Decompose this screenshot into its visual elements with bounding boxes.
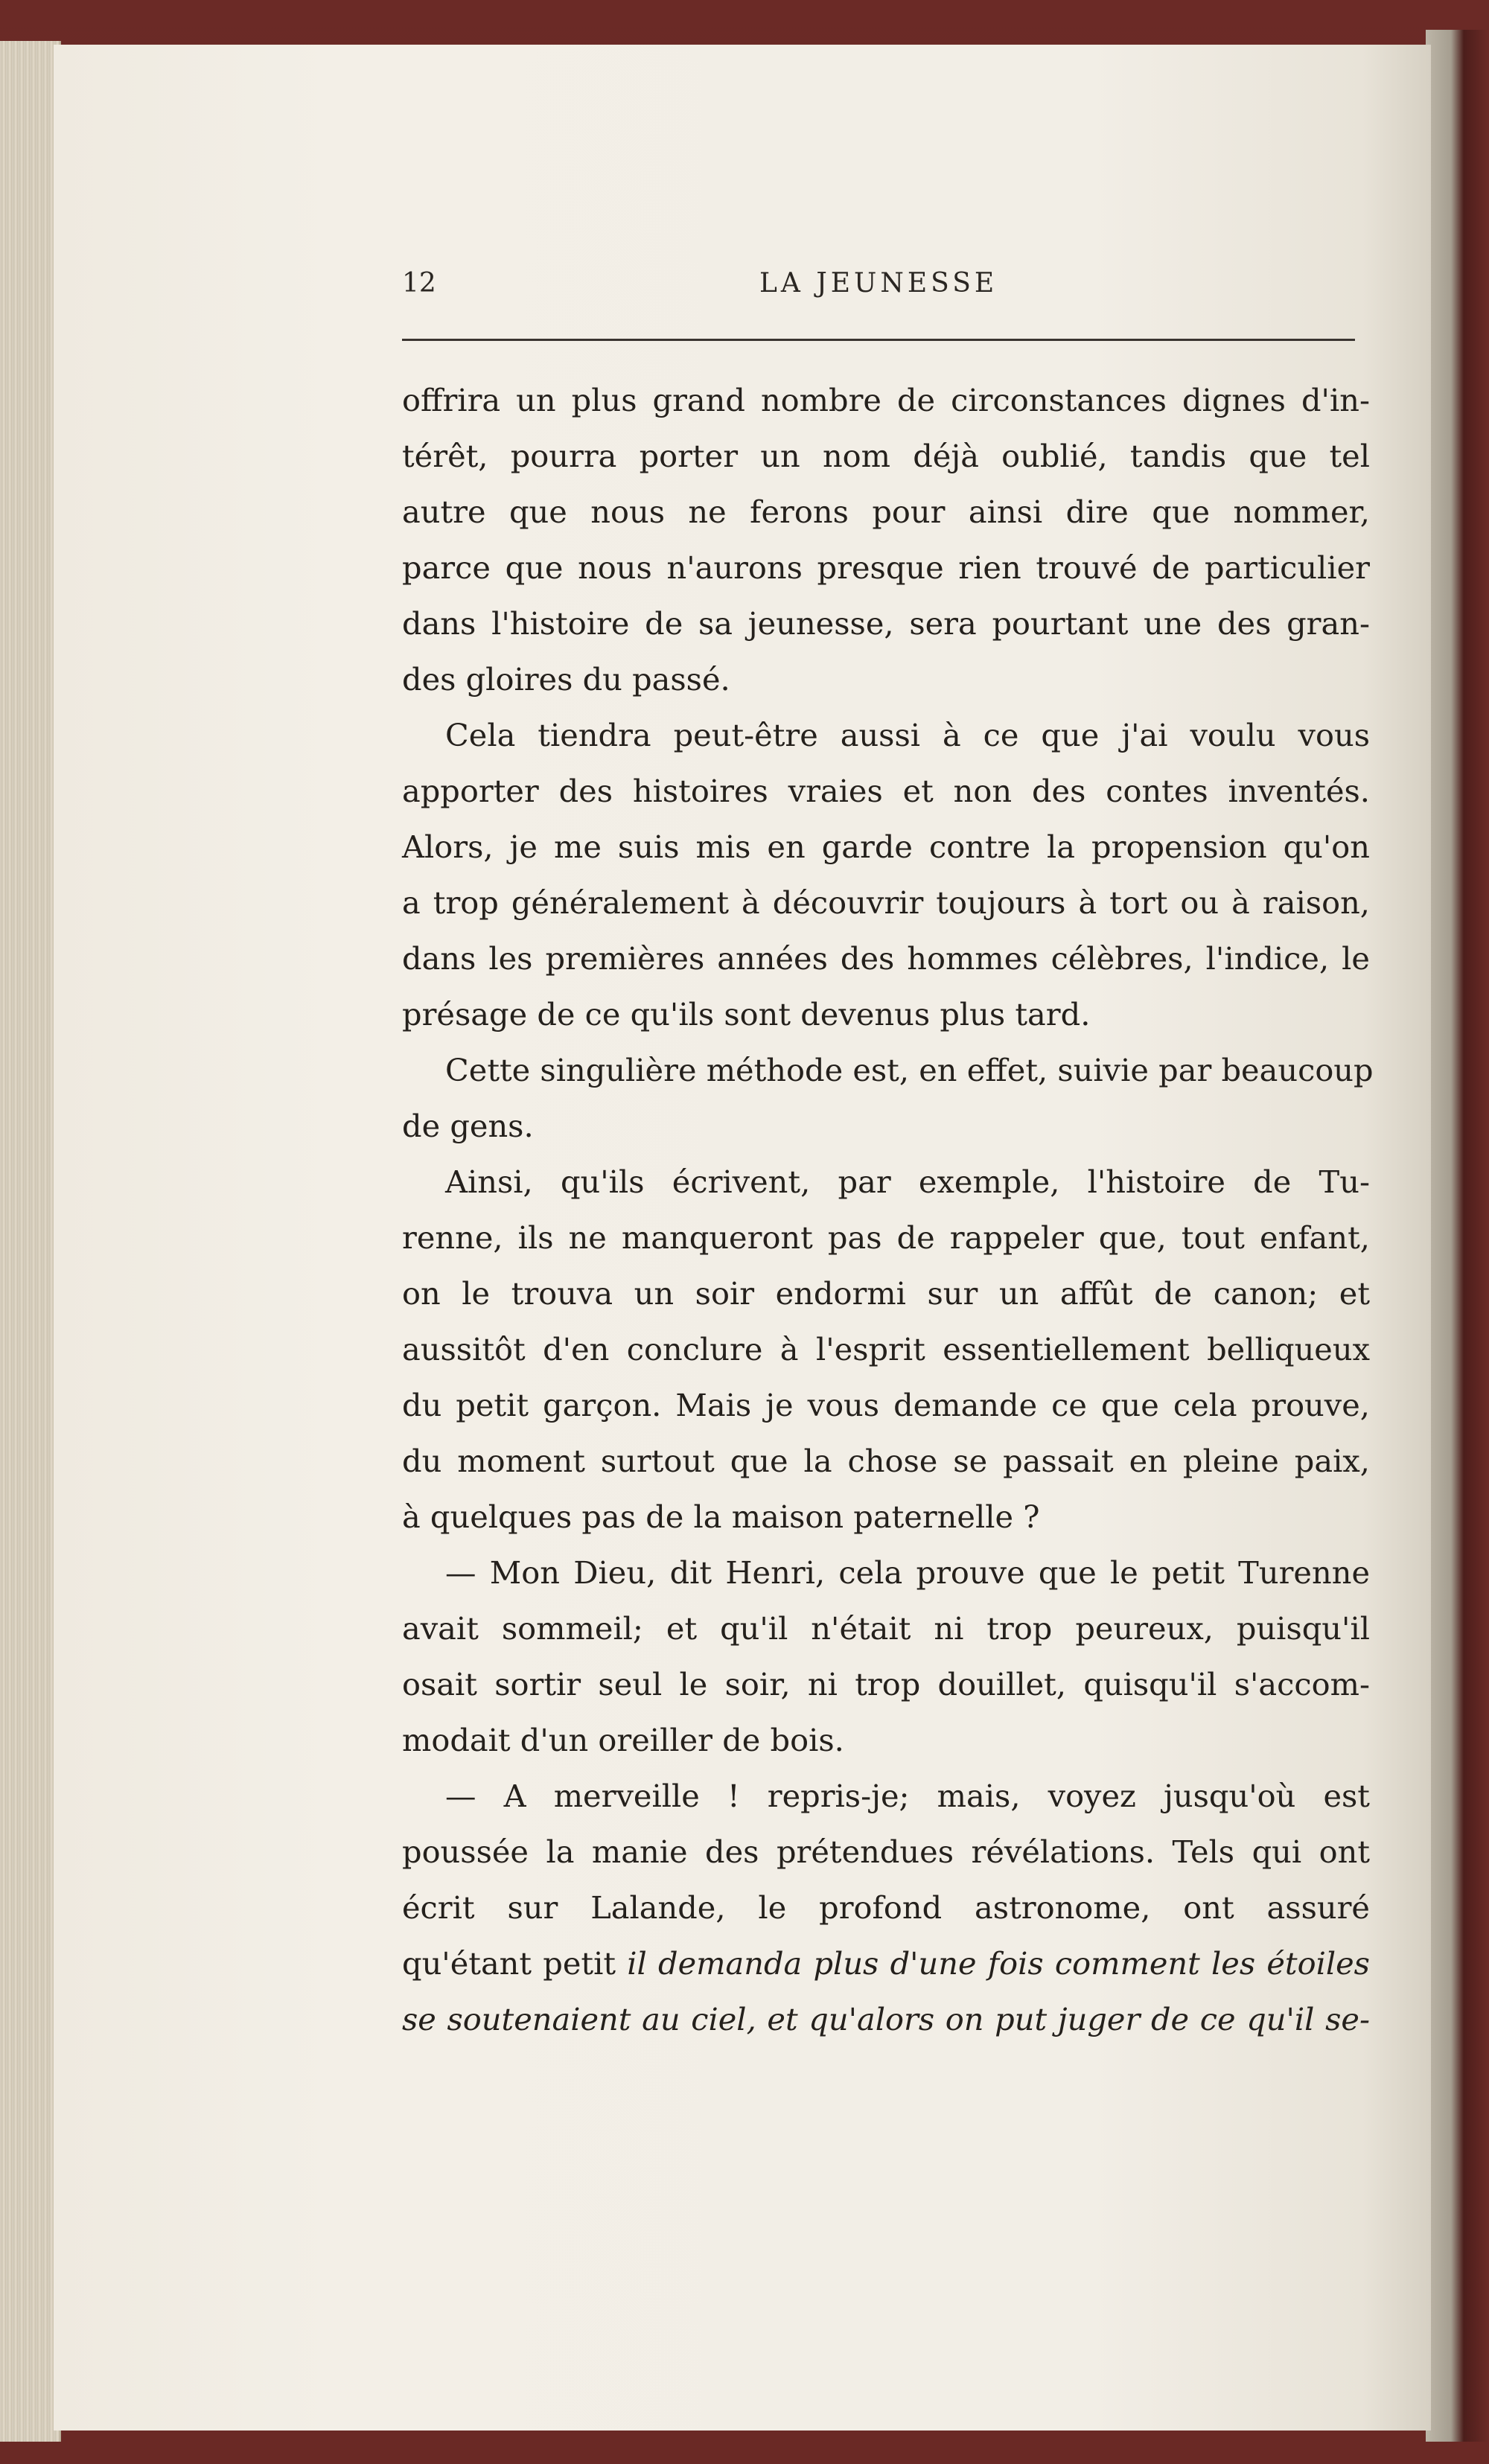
running-header xyxy=(402,268,1355,313)
page-edges xyxy=(0,41,61,2442)
text-line: avait sommeil; et qu'il n'était ni trop peureux, puisqu'il xyxy=(402,1610,1370,1647)
text-line: des gloires du passé. xyxy=(402,661,730,698)
text-line: osait sortir seul le soir, ni trop douillet, quisqu'il s'accom- xyxy=(402,1666,1370,1702)
text-line: offrira un plus grand nombre de circonstances dignes d'in- xyxy=(402,382,1370,418)
text-line: à quelques pas de la maison paternelle ? xyxy=(402,1498,1040,1535)
text-line: a trop généralement à découvrir toujours à tort ou à raison, xyxy=(402,884,1370,921)
text-line: du petit garçon. Mais je vous demande ce que cela prouve, xyxy=(402,1387,1370,1423)
text-line: — A merveille ! repris-je; mais, voyez jusqu'où est xyxy=(445,1778,1370,1814)
text-line: poussée la manie des prétendues révélations. Tels qui ont xyxy=(402,1833,1370,1870)
text-line: autre que nous ne ferons pour ainsi dire que nommer, xyxy=(402,494,1370,530)
text-line: modait d'un oreiller de bois. xyxy=(402,1722,844,1758)
text-line: présage de ce qu'ils sont devenus plus tard. xyxy=(402,996,1091,1032)
header-rule xyxy=(402,339,1355,341)
book-spine-edge xyxy=(1426,30,1489,2442)
text-line-italic: se soutenaient au ciel, et qu'alors on put juger de ce qu'il se- xyxy=(402,2001,1370,2037)
text-line: dans l'histoire de sa jeunesse, sera pourtant une des gran- xyxy=(402,605,1370,642)
text-line: Ainsi, qu'ils écrivent, par exemple, l'histoire de Tu- xyxy=(445,1164,1370,1200)
text-line-mixed xyxy=(402,1935,1370,1991)
text-line: térêt, pourra porter un nom déjà oublié, tandis que tel xyxy=(402,438,1370,474)
text-line: du moment surtout que la chose se passait en pleine paix, xyxy=(402,1443,1370,1479)
text-line: on le trouva un soir endormi sur un affût de canon; et xyxy=(402,1275,1370,1312)
text-line: Cela tiendra peut-être aussi à ce que j'ai voulu vous xyxy=(445,717,1370,753)
text-line: Alors, je me suis mis en garde contre la propension qu'on xyxy=(402,829,1370,865)
text-line: de gens. xyxy=(402,1108,534,1144)
text-line: écrit sur Lalande, le profond astronome, ont assuré xyxy=(402,1889,1370,1926)
text-roman: qu'étant petit xyxy=(402,1945,628,1982)
text-line: apporter des histoires vraies et non des contes inventés. xyxy=(402,773,1370,809)
text-italic: il demanda plus d'une fois comment les étoiles xyxy=(627,1945,1370,1982)
text-line: dans les premières années des hommes célèbres, l'indice, le xyxy=(402,940,1370,977)
text-line: aussitôt d'en conclure à l'esprit essentiellement belliqueux xyxy=(402,1331,1370,1367)
text-line: renne, ils ne manqueront pas de rappeler que, tout enfant, xyxy=(402,1219,1370,1256)
text-line: Cette singulière méthode est, en effet, suivie par beaucoup xyxy=(445,1052,1374,1088)
body-text xyxy=(402,372,1374,2047)
text-line: parce que nous n'aurons presque rien trouvé de particulier xyxy=(402,549,1370,586)
running-title: LA JEUNESSE xyxy=(759,268,998,299)
page-number: 12 xyxy=(402,268,436,299)
text-line: — Mon Dieu, dit Henri, cela prouve que le petit Turenne xyxy=(445,1554,1370,1591)
